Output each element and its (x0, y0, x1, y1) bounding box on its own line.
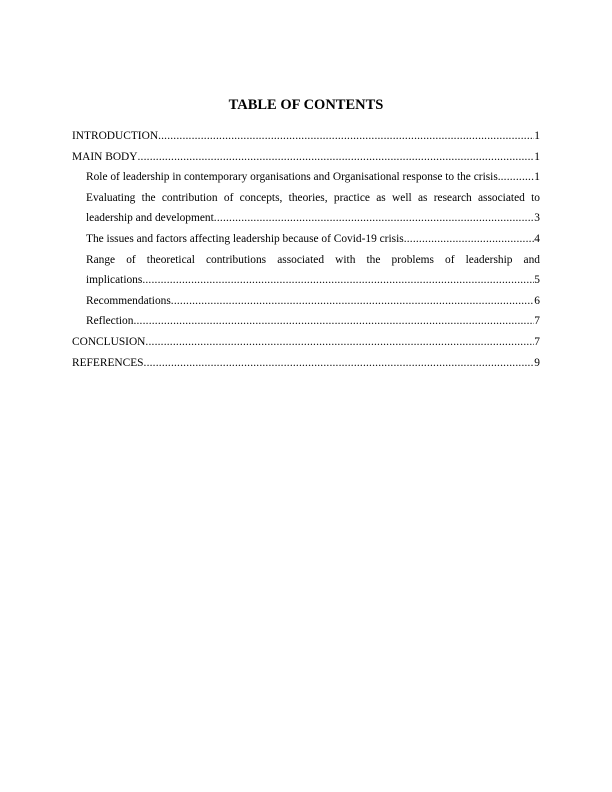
toc-line (72, 167, 540, 188)
toc-entry-title: The issues and factors affecting leadership because of Covid-19 crisis (86, 232, 404, 245)
toc-entry-title: MAIN BODY (72, 150, 138, 163)
toc-entry-title: Reflection (86, 315, 134, 328)
toc-entry-title: Recommendations (86, 294, 171, 307)
toc-entry-conclusion[interactable] (72, 332, 540, 353)
toc-page-number: 1 (534, 130, 540, 142)
toc-entry-introduction[interactable] (72, 126, 540, 147)
dot-leader (145, 332, 534, 353)
toc-entry-title: REFERENCES (72, 356, 144, 369)
table-of-contents (72, 126, 540, 373)
toc-entry-title-line: Range of theoretical contributions associated with the problems of leadership and (86, 253, 540, 266)
toc-line (72, 126, 540, 147)
toc-line (72, 270, 540, 291)
dot-leader (142, 270, 534, 291)
toc-line (72, 291, 540, 312)
dot-leader (214, 208, 535, 229)
dot-leader (404, 229, 535, 250)
toc-entry-covid-issues[interactable] (72, 229, 540, 250)
toc-entry-evaluating-contribution[interactable] (72, 188, 540, 229)
toc-page-number: 1 (534, 150, 540, 163)
dot-leader (158, 126, 534, 147)
toc-page-number: 5 (534, 274, 540, 287)
toc-page-number: 7 (534, 335, 540, 348)
toc-line (72, 147, 540, 168)
toc-line (72, 332, 540, 353)
dot-leader (171, 291, 535, 312)
toc-line (72, 208, 540, 229)
toc-page-number: 7 (534, 315, 540, 328)
toc-entry-title: implications (86, 274, 143, 287)
dot-leader (501, 167, 535, 188)
toc-entry-references[interactable] (72, 353, 540, 374)
toc-entry-title: Role of leadership in contemporary organisations and Organisational response to the crisis. (86, 171, 501, 184)
dot-leader (144, 353, 535, 374)
dot-leader (138, 147, 535, 168)
toc-entry-theoretical-contributions[interactable] (72, 250, 540, 291)
toc-entry-title-line: Evaluating the contribution of concepts, theories, practice as well as research associated to (86, 191, 540, 204)
toc-page-number: 1 (534, 171, 540, 184)
toc-entry-main-body[interactable] (72, 147, 540, 168)
toc-entry-recommendations[interactable] (72, 291, 540, 312)
toc-line (72, 229, 540, 250)
toc-entry-title: INTRODUCTION (72, 130, 159, 142)
toc-page-number: 4 (534, 232, 540, 245)
toc-entry-reflection[interactable] (72, 311, 540, 332)
toc-page-number: 9 (534, 356, 540, 369)
toc-line (72, 353, 540, 374)
toc-page-number: 6 (534, 294, 540, 307)
toc-line (72, 311, 540, 332)
dot-leader (133, 311, 534, 332)
toc-entry-role-of-leadership[interactable] (72, 167, 540, 188)
toc-entry-title: leadership and development (86, 212, 214, 225)
toc-page-number: 3 (534, 212, 540, 225)
toc-title: TABLE OF CONTENTS (228, 97, 384, 113)
toc-entry-title: CONCLUSION (72, 335, 146, 348)
